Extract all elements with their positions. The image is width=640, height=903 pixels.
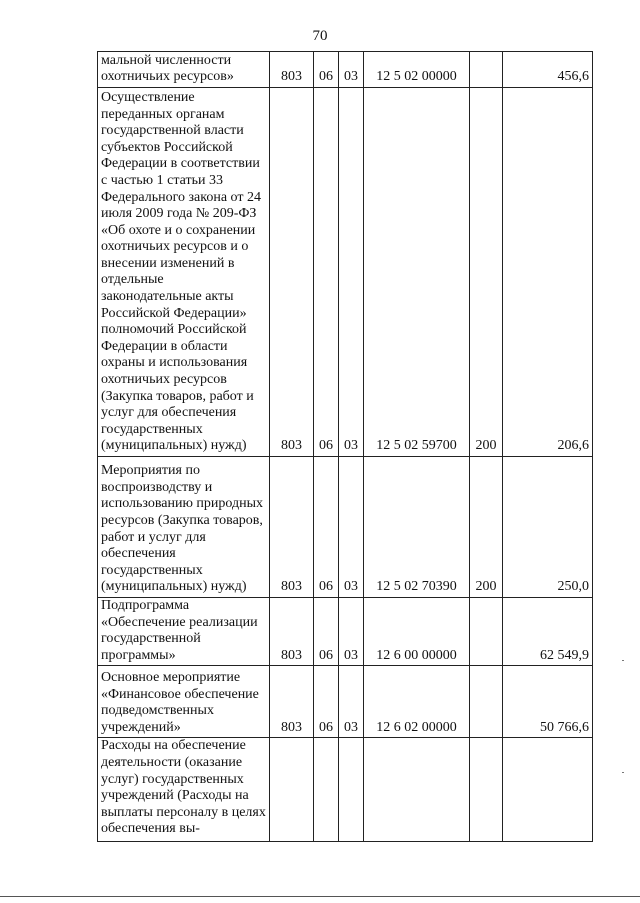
amount-cell: 62 549,9	[503, 598, 593, 666]
ministry-code-cell: 803	[270, 52, 314, 88]
table-row	[98, 666, 593, 738]
table-row	[98, 52, 593, 88]
target-article-cell: 12 5 02 00000	[364, 52, 470, 88]
budget-table	[97, 51, 593, 842]
target-article-cell: 12 5 02 70390	[364, 457, 470, 598]
section-code-cell: 06	[314, 52, 339, 88]
target-article-cell	[364, 738, 470, 842]
ministry-code-cell	[270, 738, 314, 842]
amount-cell: 206,6	[503, 88, 593, 457]
table-row	[98, 738, 593, 842]
amount-cell: 50 766,6	[503, 666, 593, 738]
item-name-cell: Основное мероприятие «Финансовое обеспечение подведомственных учреждений»	[98, 666, 270, 738]
section-code-cell: 06	[314, 88, 339, 457]
expense-type-cell	[470, 666, 503, 738]
page-number: 70	[312, 28, 328, 44]
target-article-cell: 12 6 00 00000	[364, 598, 470, 666]
expense-type-cell	[470, 52, 503, 88]
item-name-cell: Осуществление переданных органам государственной власти субъектов Российской Федерации в соответствии с частью 1 статьи 33 Федерального закона от 24 июля 2009 года № 209-ФЗ «Об охоте и о сохранении охотничьих ресурсов и о внесении изменений в отдельные законодательные акты Российской Федерации» полномочий Российской Федерации в области охраны и использования охотничьих ресурсов (Закупка товаров, работ и услуг для обеспечения государственных (муниципальных) нужд)	[98, 88, 270, 457]
target-article-cell: 12 6 02 00000	[364, 666, 470, 738]
expense-type-cell	[470, 598, 503, 666]
amount-cell: 456,6	[503, 52, 593, 88]
subsection-code-cell: 03	[339, 457, 364, 598]
scan-edge-mark	[622, 772, 624, 773]
item-name-cell: мальной численности охотничьих ресурсов»	[98, 52, 270, 88]
expense-type-cell	[470, 738, 503, 842]
amount-cell: 250,0	[503, 457, 593, 598]
section-code-cell: 06	[314, 598, 339, 666]
scan-edge-mark	[622, 660, 624, 661]
expense-type-cell: 200	[470, 457, 503, 598]
table-row	[98, 88, 593, 457]
table-row	[98, 457, 593, 598]
page-bottom-rule	[0, 896, 640, 897]
amount-cell	[503, 738, 593, 842]
item-name-cell: Подпрограмма «Обеспечение реализации государственной программы»	[98, 598, 270, 666]
item-name-cell: Мероприятия по воспроизводству и использованию природных ресурсов (Закупка товаров, работ и услуг для обеспечения государственных (муниципальных) нужд)	[98, 457, 270, 598]
table-row	[98, 598, 593, 666]
section-code-cell: 06	[314, 457, 339, 598]
subsection-code-cell: 03	[339, 598, 364, 666]
item-name-cell: Расходы на обеспечение деятельности (оказание услуг) государственных учреждений (Расходы на выплаты персоналу в целях обеспечения вы-	[98, 738, 270, 842]
section-code-cell: 06	[314, 666, 339, 738]
ministry-code-cell: 803	[270, 457, 314, 598]
target-article-cell: 12 5 02 59700	[364, 88, 470, 457]
subsection-code-cell: 03	[339, 666, 364, 738]
subsection-code-cell: 03	[339, 88, 364, 457]
ministry-code-cell: 803	[270, 598, 314, 666]
section-code-cell	[314, 738, 339, 842]
subsection-code-cell: 03	[339, 52, 364, 88]
ministry-code-cell: 803	[270, 88, 314, 457]
ministry-code-cell: 803	[270, 666, 314, 738]
subsection-code-cell	[339, 738, 364, 842]
expense-type-cell: 200	[470, 88, 503, 457]
